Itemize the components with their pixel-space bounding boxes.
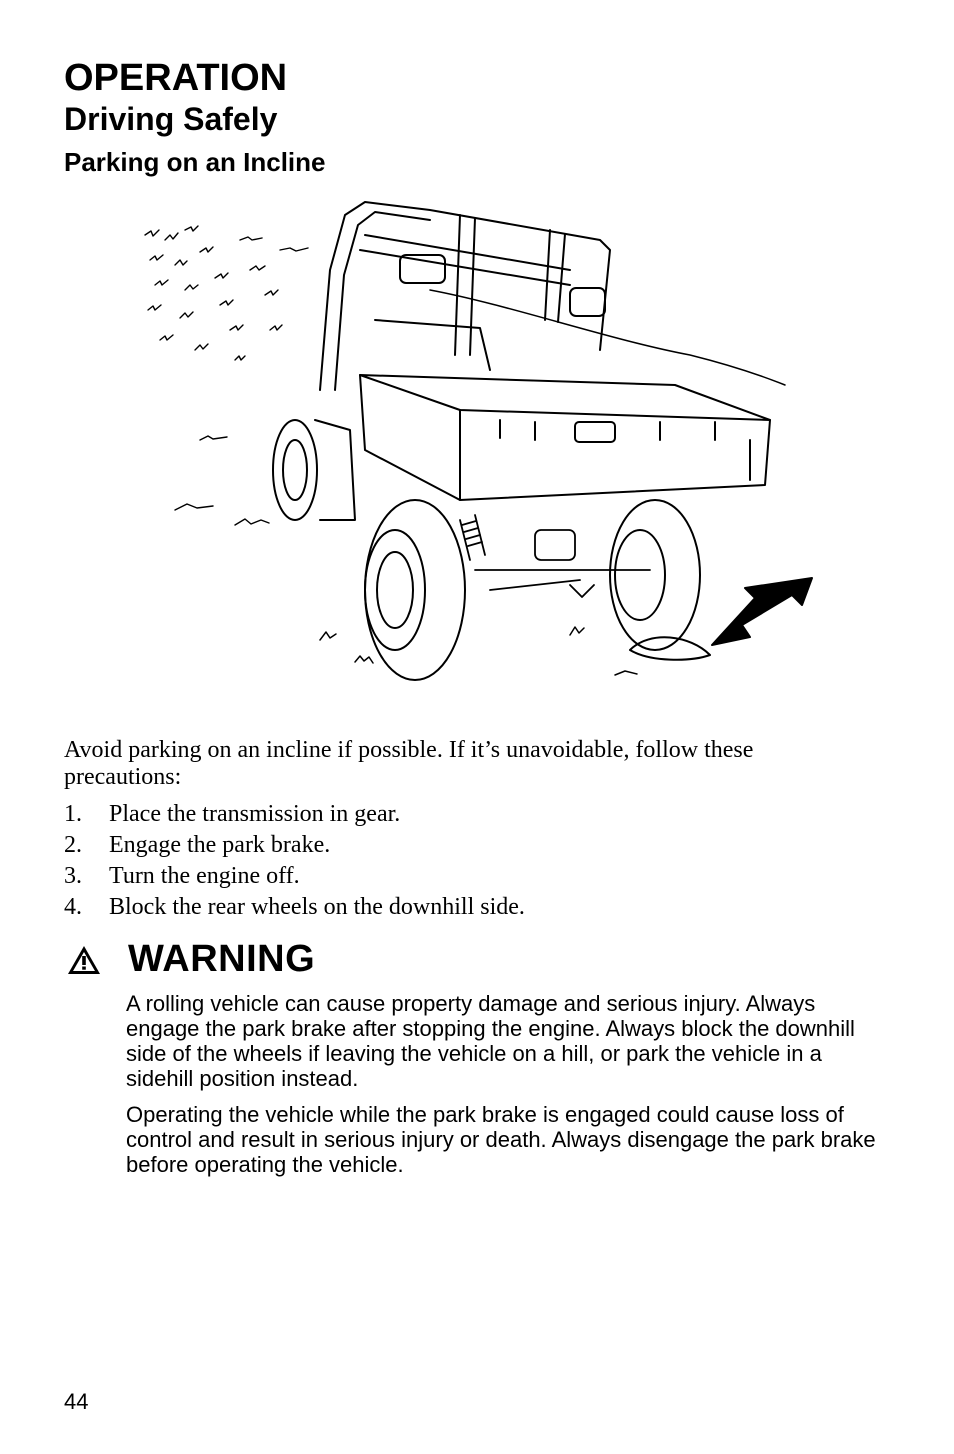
rear-left-wheel — [365, 500, 465, 680]
intro-paragraph: Avoid parking on an incline if possible. If it’s unavoidable, follow these precautions: — [64, 737, 754, 790]
step-item — [64, 893, 864, 924]
wheel-chock — [630, 637, 710, 659]
cargo-box — [360, 375, 770, 500]
step-item — [64, 862, 864, 893]
suspension — [460, 515, 650, 597]
step-number: 3. — [64, 863, 82, 889]
precaution-steps-list — [64, 800, 864, 924]
section-title: OPERATION — [64, 57, 288, 99]
step-text: Engage the park brake. — [109, 832, 331, 858]
ground — [320, 627, 637, 675]
front-wheel — [273, 420, 355, 520]
topic-title: Parking on an Incline — [64, 147, 326, 177]
warning-paragraph: Operating the vehicle while the park brake is engaged could cause loss of control and result in serious injury or death. Always disengage the park brake before operating the vehicle. — [126, 1102, 876, 1177]
step-item — [64, 831, 864, 862]
step-text: Turn the engine off. — [109, 863, 300, 889]
arrow-pointing-to-wheel-chock — [712, 578, 812, 645]
warning-triangle-icon — [66, 944, 102, 976]
step-number: 4. — [64, 894, 82, 920]
step-text: Place the transmission in gear. — [109, 801, 401, 827]
warning-title: WARNING — [128, 938, 316, 980]
rear-right-wheel — [610, 500, 700, 650]
warning-paragraph: A rolling vehicle can cause property damage and serious injury. Always engage the park brake after stopping the engine. Always block the downhill side of the wheels if leaving the vehicle on a hill, or park the vehicle in a sidehill position instead. — [126, 991, 855, 1091]
step-number: 1. — [64, 801, 82, 827]
step-item — [64, 800, 864, 831]
roll-cage — [320, 202, 610, 390]
utility-vehicle-illustration — [130, 190, 820, 700]
page-number: 44 — [64, 1389, 89, 1414]
step-text: Block the rear wheels on the downhill side. — [109, 894, 525, 920]
subsection-title: Driving Safely — [64, 101, 278, 137]
step-number: 2. — [64, 832, 82, 858]
